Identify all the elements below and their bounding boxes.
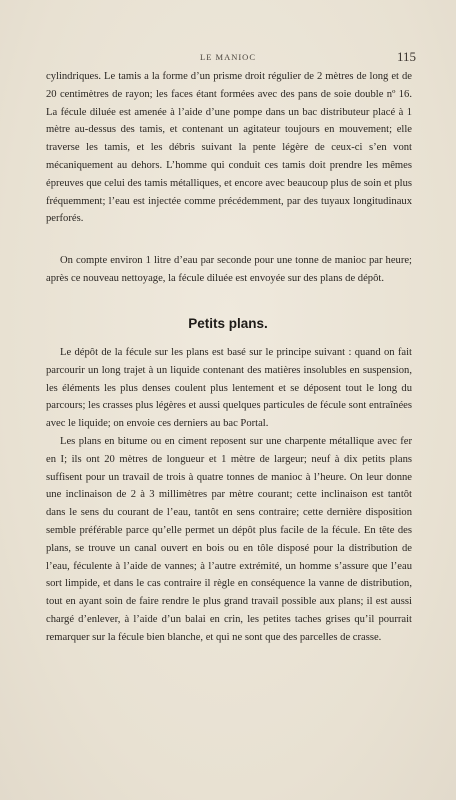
running-title: LE MANIOC <box>200 52 256 62</box>
paragraph-text: cylindriques. Le tamis a la forme d’un prisme droit régulier de 2 mètres de long et de 20 centimètres de rayon; les faces étant formées avec des pans de soie double nº 16. La fécule diluée est amenée à l’aide d’une pompe dans un bac distributeur placé à 1 mètre au-dessus des tamis, et contenant un agitateur toujours en mouvement; elle traverse les tamis, et les débris suivant la pente légère de ceux-ci s’en vont mécaniquement au dehors. L’homme qui conduit ces tamis doit prendre les mêmes épreuves que celui des tamis métalliques, et encore avec beaucoup plus de soin et plus fréquemment; l’eau est injectée comme précédemment, par des tuyaux longitudinaux perforés. <box>46 71 412 225</box>
paragraph-4: Les plans en bitume ou en ciment reposent sur une charpente métallique avec fer en I; ils ont 20 mètres de longueur et 1 mètre de largeur; neuf à dix petits plans suffisent pour un travail de trois à quatre tonnes de manioc à l’heure. On leur donne une inclinaison de 2 à 3 millimètres par mètre courant; cette inclinaison est tantôt dans le sens du courant de l’eau, tantôt en sens contraire; cette dernière disposition semble préférable parce qu’elle permet un dépôt plus facile de la fécule. En tête des plans, se trouve un canal ouvert en bois ou en tôle disposé pour la distribution de l’eau, féculente à l’aide de vannes; à l’autre extrémité, un homme s’assure que l’eau sort limpide, et dans le cas contraire il règle en conséquence la vanne de distribution, tout en ayant soin de faire rendre le plus grand travail possible aux plans; il est aussi chargé d’enlever, à l’aide d’un balai en crin, les petites taches grises qu’il pourrait remarquer sur la fécule bien blanche, et qui ne sont que des parcelles de crasse. <box>46 435 412 643</box>
section-body <box>46 344 412 647</box>
running-head <box>0 49 456 66</box>
page-number: 115 <box>396 49 416 64</box>
paragraph-1 <box>46 68 412 228</box>
paragraph-3: Le dépôt de la fécule sur les plans est basé sur le principe suivant : quand on fait parcourir un long trajet à un liquide contenant des matières insolubles en suspension, les éléments les plus denses coulent plus lentement et se déposent tout le long du parcours; les crasses plus légères et aussi quelques particules de fécule sont entraînées avec le liquide; on envoie ces derniers au bac Portal. <box>46 347 412 430</box>
paragraph-text: On compte environ 1 litre d’eau par seconde pour une tonne de manioc par heure; après ce nouveau nettoyage, la fécule diluée est envoyée sur des plans de dépôt. <box>46 255 412 284</box>
paragraph-2 <box>46 252 412 288</box>
section-heading: Petits plans. <box>188 316 268 331</box>
